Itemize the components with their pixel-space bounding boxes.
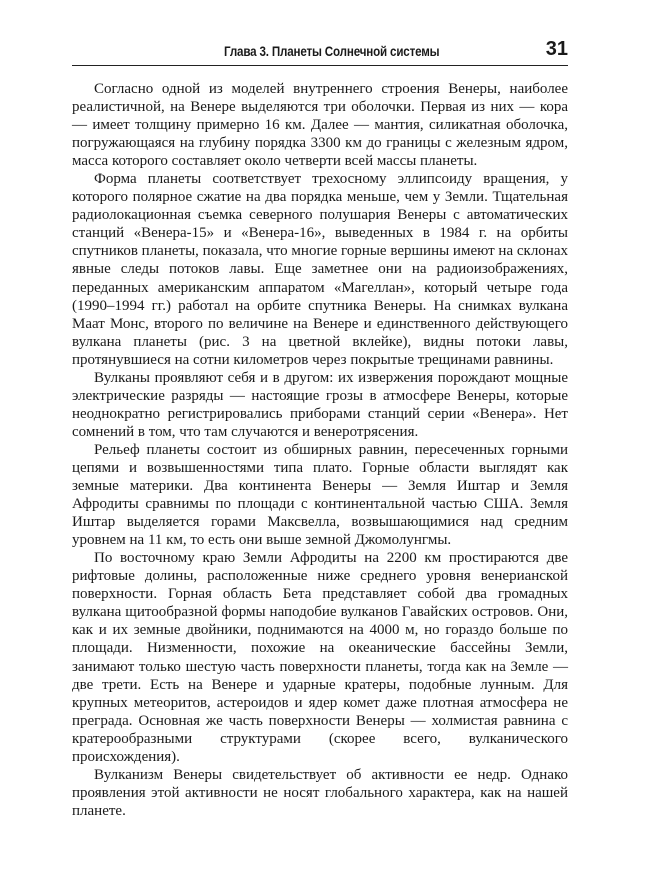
paragraph-venus-structure: Согласно одной из моделей внутреннего строения Венеры, наиболее реалистичной, на Венере выделяются три оболочки. Первая из них — кора — имеет толщину примерно 16 км. Далее — мантия, силикатная оболочка, погружающаяся на глубину порядка 3300 км до границы с железным ядром, масса которого составляет около четверти всей массы планеты. (72, 81, 568, 170)
paragraph-volcanism: Вулканизм Венеры свидетельствует об активности ее недр. Однако проявления этой активности не носят глобального характера, как на нашей планете. (72, 766, 568, 819)
paragraph-planet-shape: Форма планеты соответствует трехосному эллипсоиду вращения, у которого полярное сжатие на два порядка меньше, чем у Земли. Тщательная радиолокационная съемка северного полушария Венеры с автоматических станций «Венера-15» и «Венера-16», выведенных в 1984 г. на орбиты спутников планеты, показала, что многие горные вершины имеют на склонах явные следы потоков лавы. Еще заметнее они на радиоизображениях, переданных американским аппаратом «Магеллан», который четыре года (1990–1994 гг.) работал на орбите спутника Венеры. На снимках вулкана Маат Монс, второго по величине на Венере и единственного действующего вулкана планеты (рис. 3 на цветной вклейке), видны потоки лавы, протянувшиеся на сотни километров через покрытые трещинами равнины. (72, 171, 568, 368)
header-rule (72, 65, 568, 66)
body-text (72, 80, 568, 820)
chapter-title: Глава 3. Планеты Солнечной системы (224, 44, 440, 59)
paragraph-volcanoes-thunderstorms: Вулканы проявляют себя и в другом: их извержения порождают мощные электрические разряды — настоящие грозы в атмосфере Венеры, которые неоднократно регистрировались приборами станций серии «Венера». Нет сомнений в том, что там случаются и венеротрясения. (72, 369, 568, 440)
paragraph-relief: Рельеф планеты состоит из обширных равнин, пересеченных горными цепями и возвышенностями типа плато. Горные области выглядят как земные материки. Два континента Венеры — Земля Иштар и Земля Афродиты сравнимы по площади с континентальной частью США. Земля Иштар выделяется горами Максвелла, возвышающимися над средним уровнем на 11 км, то есть они выше земной Джомолунгмы. (72, 441, 568, 549)
running-header (72, 32, 568, 66)
paragraph-rift-valleys: По восточному краю Земли Афродиты на 2200 км простираются две рифтовые долины, расположенные ниже среднего уровня венерианской поверхности. Горная область Бета представляет собой два громадных вулкана щитообразной формы наподобие вулканов Гавайских островов. Они, как и их земные двойники, поднимаются на 4000 м, но гораздо больше по площади. Низменности, похожие на океанические бассейны Земли, занимают только шестую часть поверхности планеты, тогда как на Земле — две трети. Есть на Венере и ударные кратеры, подобные лунным. Для крупных метеоритов, астероидов и ядер комет даже плотная атмосфера не преграда. Основная же часть поверхности Венеры — холмистая равнина с кратерообразными структурами (скорее всего, вулканического происхождения). (72, 550, 568, 765)
page-number: 31 (545, 38, 568, 60)
